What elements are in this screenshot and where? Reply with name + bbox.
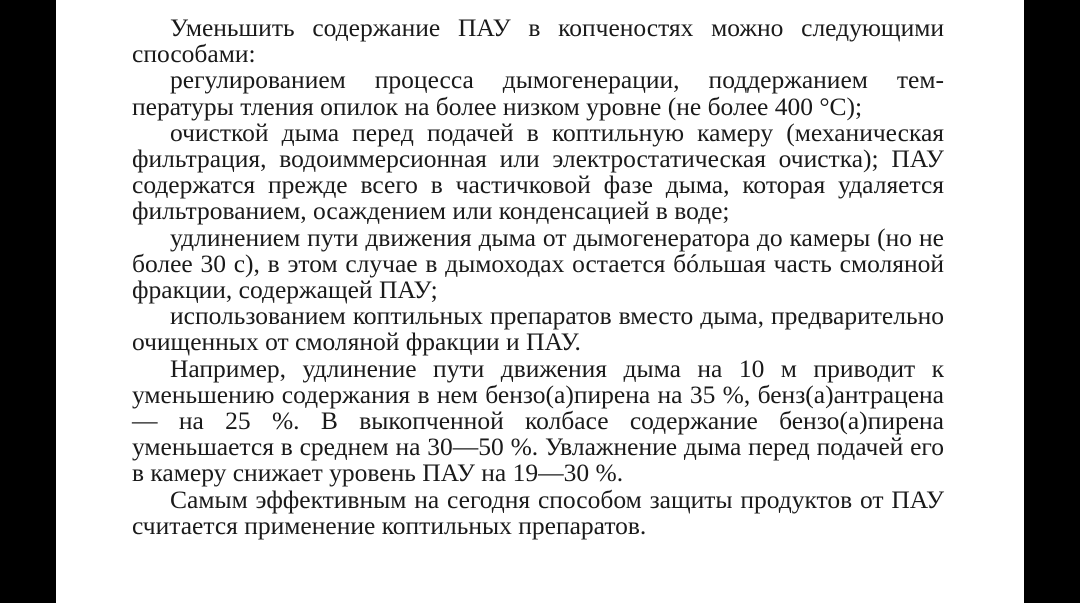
- paragraph-method-smoke-preparations: использованием коптильных препаратов вместо дыма, предварительно очищенных от смоляной фракции и ПАУ.: [132, 301, 944, 357]
- paragraph-method-smoke-cleaning: очисткой дыма перед подачей в коптильную камеру (механическая фильтрация, водоиммерсионная или электростатическая очистка); ПАУ содержатся прежде всего в частичковой фазе дыма, которая удаляется фильтрованием, осаждением или конденсацией в воде;: [132, 117, 944, 226]
- document-text-block: [132, 15, 944, 539]
- document-page: [56, 0, 1024, 603]
- paragraph-conclusion: Самым эффективным на сегодня способом защиты продуктов от ПАУ считается применение коптильных препаратов.: [132, 484, 944, 540]
- paragraph-intro: Уменьшить содержание ПАУ в копченостях можно следующими способами:: [132, 13, 944, 69]
- paragraph-method-longer-path: удлинением пути движения дыма от дымогенератора до камеры (но не более 30 с), в этом случае в дымоходах остается бóльшая часть смоляной фракции, содержащей ПАУ;: [132, 222, 944, 305]
- paragraph-example: Например, удлинение пути движения дыма на 10 м приводит к уменьшению содержания в нем бензо(а)пирена на 35 %, бенз(а)антрацена — на 25 %. В выкопченной колбасе содержание бензо(а)пирена уменьшается в среднем на 30—50 %. Увлажнение дыма перед подачей его в камеру снижает уровень ПАУ на 19—30 %.: [132, 353, 944, 488]
- paragraph-method-smoke-generation: регулированием процесса дымогенерации, поддержанием температуры тления опилок на более низком уровне (не более 400 °С);: [132, 65, 944, 121]
